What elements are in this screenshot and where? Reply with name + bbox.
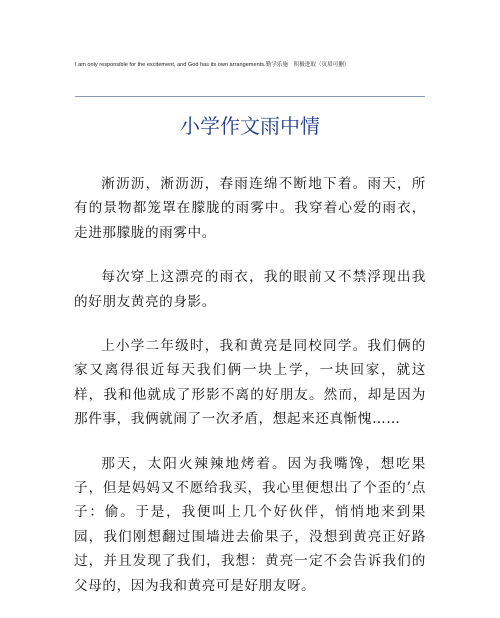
page-header: [75, 61, 430, 69]
paragraph: 淅沥沥，淅沥沥，春雨连绵不断地下着。雨天，所有的景物都笼罩在朦胧的雨雾中。我穿着心爱的雨衣，走进那朦胧的雨雾中。: [74, 176, 426, 241]
document-title: 小学作文雨中情: [180, 114, 320, 138]
header-divider: [75, 96, 425, 97]
paragraph: 每次穿上这漂亮的雨衣，我的眼前又不禁浮现出我的好朋友黄亮的身影。: [74, 269, 426, 310]
header-english-text: I am only responsible for the excitement, and God has its own arrangements.: [75, 62, 266, 68]
paragraph: 上小学二年级时，我和黄亮是同校同学。我们俩的家又离得很近每天我们俩一块上学，一块回家，就这样，我和他就成了形影不离的好朋友。然而，却是因为那件事，我俩就闹了一次矛盾，想起来还真惭愧……: [74, 338, 426, 428]
paragraph: 那天，太阳火辣辣地烤着。因为我嘴馋，想吃果子，但是妈妈又不愿给我买，我心里便想出了个歪的’点子：偷。于是，我便叫上几个好伙伴，悄悄地来到果园，我们刚想翻过围墙进去偷果子，没想到黄亮正好路过，并且发现了我们，我想：黄亮一定不会告诉我们的父母的，因为我和黄亮可是好朋友呀。: [74, 455, 426, 594]
document-body: [74, 172, 426, 618]
header-chinese-text: 勤学乐施 积极进取（页眉可删）: [265, 62, 350, 68]
